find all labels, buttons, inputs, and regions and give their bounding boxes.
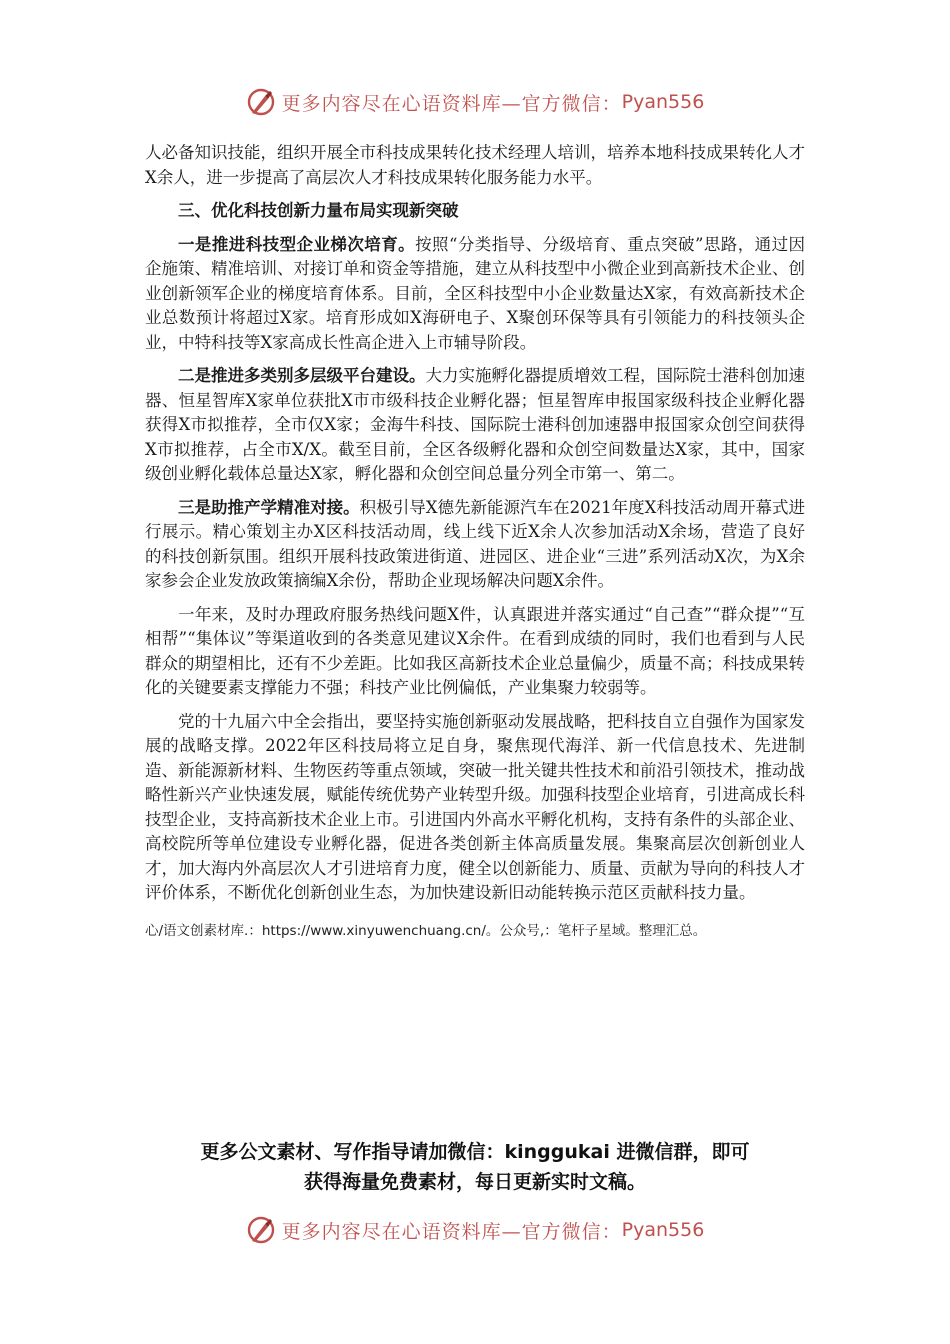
promo-line-2: 获得海量免费素材，每日更新实时文稿。 (303, 1171, 646, 1193)
paragraph-outlook: 党的十九届六中全会指出，要坚持实施创新驱动发展战略，把科技自立自强作为国家发展的战略支撑。2022年区科技局将立足自身，聚焦现代海洋、新一代信息技术、先进制造、新能源新材料、生物医药等重点领域，突破一批关键共性技术和前沿引领技术，推动战略性新兴产业快速发展，赋能传统优势产业转型升级。加强科技型企业培育，引进高成长科技型企业，支持高新技术企业上市。引进国内外高水平孵化机构，支持有条件的头部企业、高校院所等单位建设专业孵化器，促进各类创新主体高质量发展。集聚高层次创新创业人才，加大海内外高层次人才引进培育力度，健全以创新能力、质量、贡献为导向的科技人才评价体系，不断优化创新创业生态，为加快建设新旧动能转换示范区贡献科技力量。 (145, 711, 805, 902)
paragraph-item-1 (145, 233, 805, 356)
banner-text: 更多内容尽在心语资料库—官方微信： (281, 92, 622, 115)
pen-nib-logo-icon (246, 1215, 276, 1245)
section-heading-3: 三、优化科技创新力量布局实现新突破 (178, 201, 459, 220)
paragraph-item-3 (145, 496, 805, 594)
source-line: 心/语文创素材库.：https://www.xinyuwenchuang.cn/。公众号,：笔杆子星域。整理汇总。 (145, 922, 707, 939)
document-body (145, 141, 805, 942)
paragraph-item-3-lead: 三是助推产学精准对接。 (178, 497, 360, 517)
paragraph-item-2 (145, 364, 805, 487)
paragraph-item-1-body: 按照“分类指导、分级培育、重点突破”思路，通过因企施策、精准培训、对接订单和资金等措施，建立从科技型中小微企业到高新技术企业、创业创新领军企业的梯度培育体系。目前，全区科技型中小企业数量达X家，有效高新技术企业总数预计将超过X家。培育形成如X海研电子、X聚创环保等具有引领能力的科技领头企业，中特科技等X家高成长性高企进入上市辅导阶段。 (145, 234, 806, 352)
paragraph-summary: 一年来，及时办理政府服务热线问题X件，认真跟进并落实通过“自己查”“群众提”“互相帮”“集体议”等渠道收到的各类意见建议X余件。在看到成绩的同时，我们也看到与人民群众的期望相比，还有不少差距。比如我区高新技术企业总量偏少，质量不高；科技成果转化的关键要素支撑能力不强；科技产业比例偏低，产业集聚力较弱等。 (145, 604, 805, 697)
promo-text (0, 1137, 950, 1197)
banner-wechat-id: Pyan556 (621, 91, 705, 113)
paragraph-item-3-body: 积极引导X德先新能源汽车在2021年度X科技活动周开幕式进行展示。精心策划主办X区科技活动周，线上线下近X余人次参加活动X余场，营造了良好的科技创新氛围。组织开展科技政策进街道、进园区、进企业“三进”系列活动X次，为X余家参会企业发放政策摘编X余份，帮助企业现场解决问题X余件。 (145, 497, 806, 590)
pen-nib-logo-icon (246, 87, 276, 117)
footer-banner-text: 更多内容尽在心语资料库—官方微信： (281, 1220, 622, 1243)
footer-banner-wechat-id: Pyan556 (621, 1219, 705, 1241)
paragraph-item-1-lead: 一是推进科技型企业梯次培育。 (178, 234, 416, 254)
header-banner (0, 82, 950, 122)
paragraph-item-2-lead: 二是推进多类别多层级平台建设。 (178, 366, 426, 385)
paragraph-continued: 人必备知识技能，组织开展全市科技成果转化技术经理人培训，培养本地科技成果转化人才X余人，进一步提高了高层次人才科技成果转化服务能力水平。 (145, 143, 805, 187)
promo-line-1: 更多公文素材、写作指导请加微信：kinggukai 进微信群，即可 (200, 1141, 750, 1163)
paragraph-item-2-body: 大力实施孵化器提质增效工程，国际院士港科创加速器、恒星智库X家单位获批X市市级科技企业孵化器；恒星智库申报国家级科技企业孵化器获得X市拟推荐，全市仅X家；金海牛科技、国际院士港科创加速器申报国家众创空间获得X市拟推荐，占全市X/X。截至目前，全区各级孵化器和众创空间数量达X家，其中，国家级创业孵化载体总量达X家，孵化器和众创空间总量分列全市第一、第二。 (145, 366, 805, 483)
footer-banner (0, 1210, 950, 1250)
